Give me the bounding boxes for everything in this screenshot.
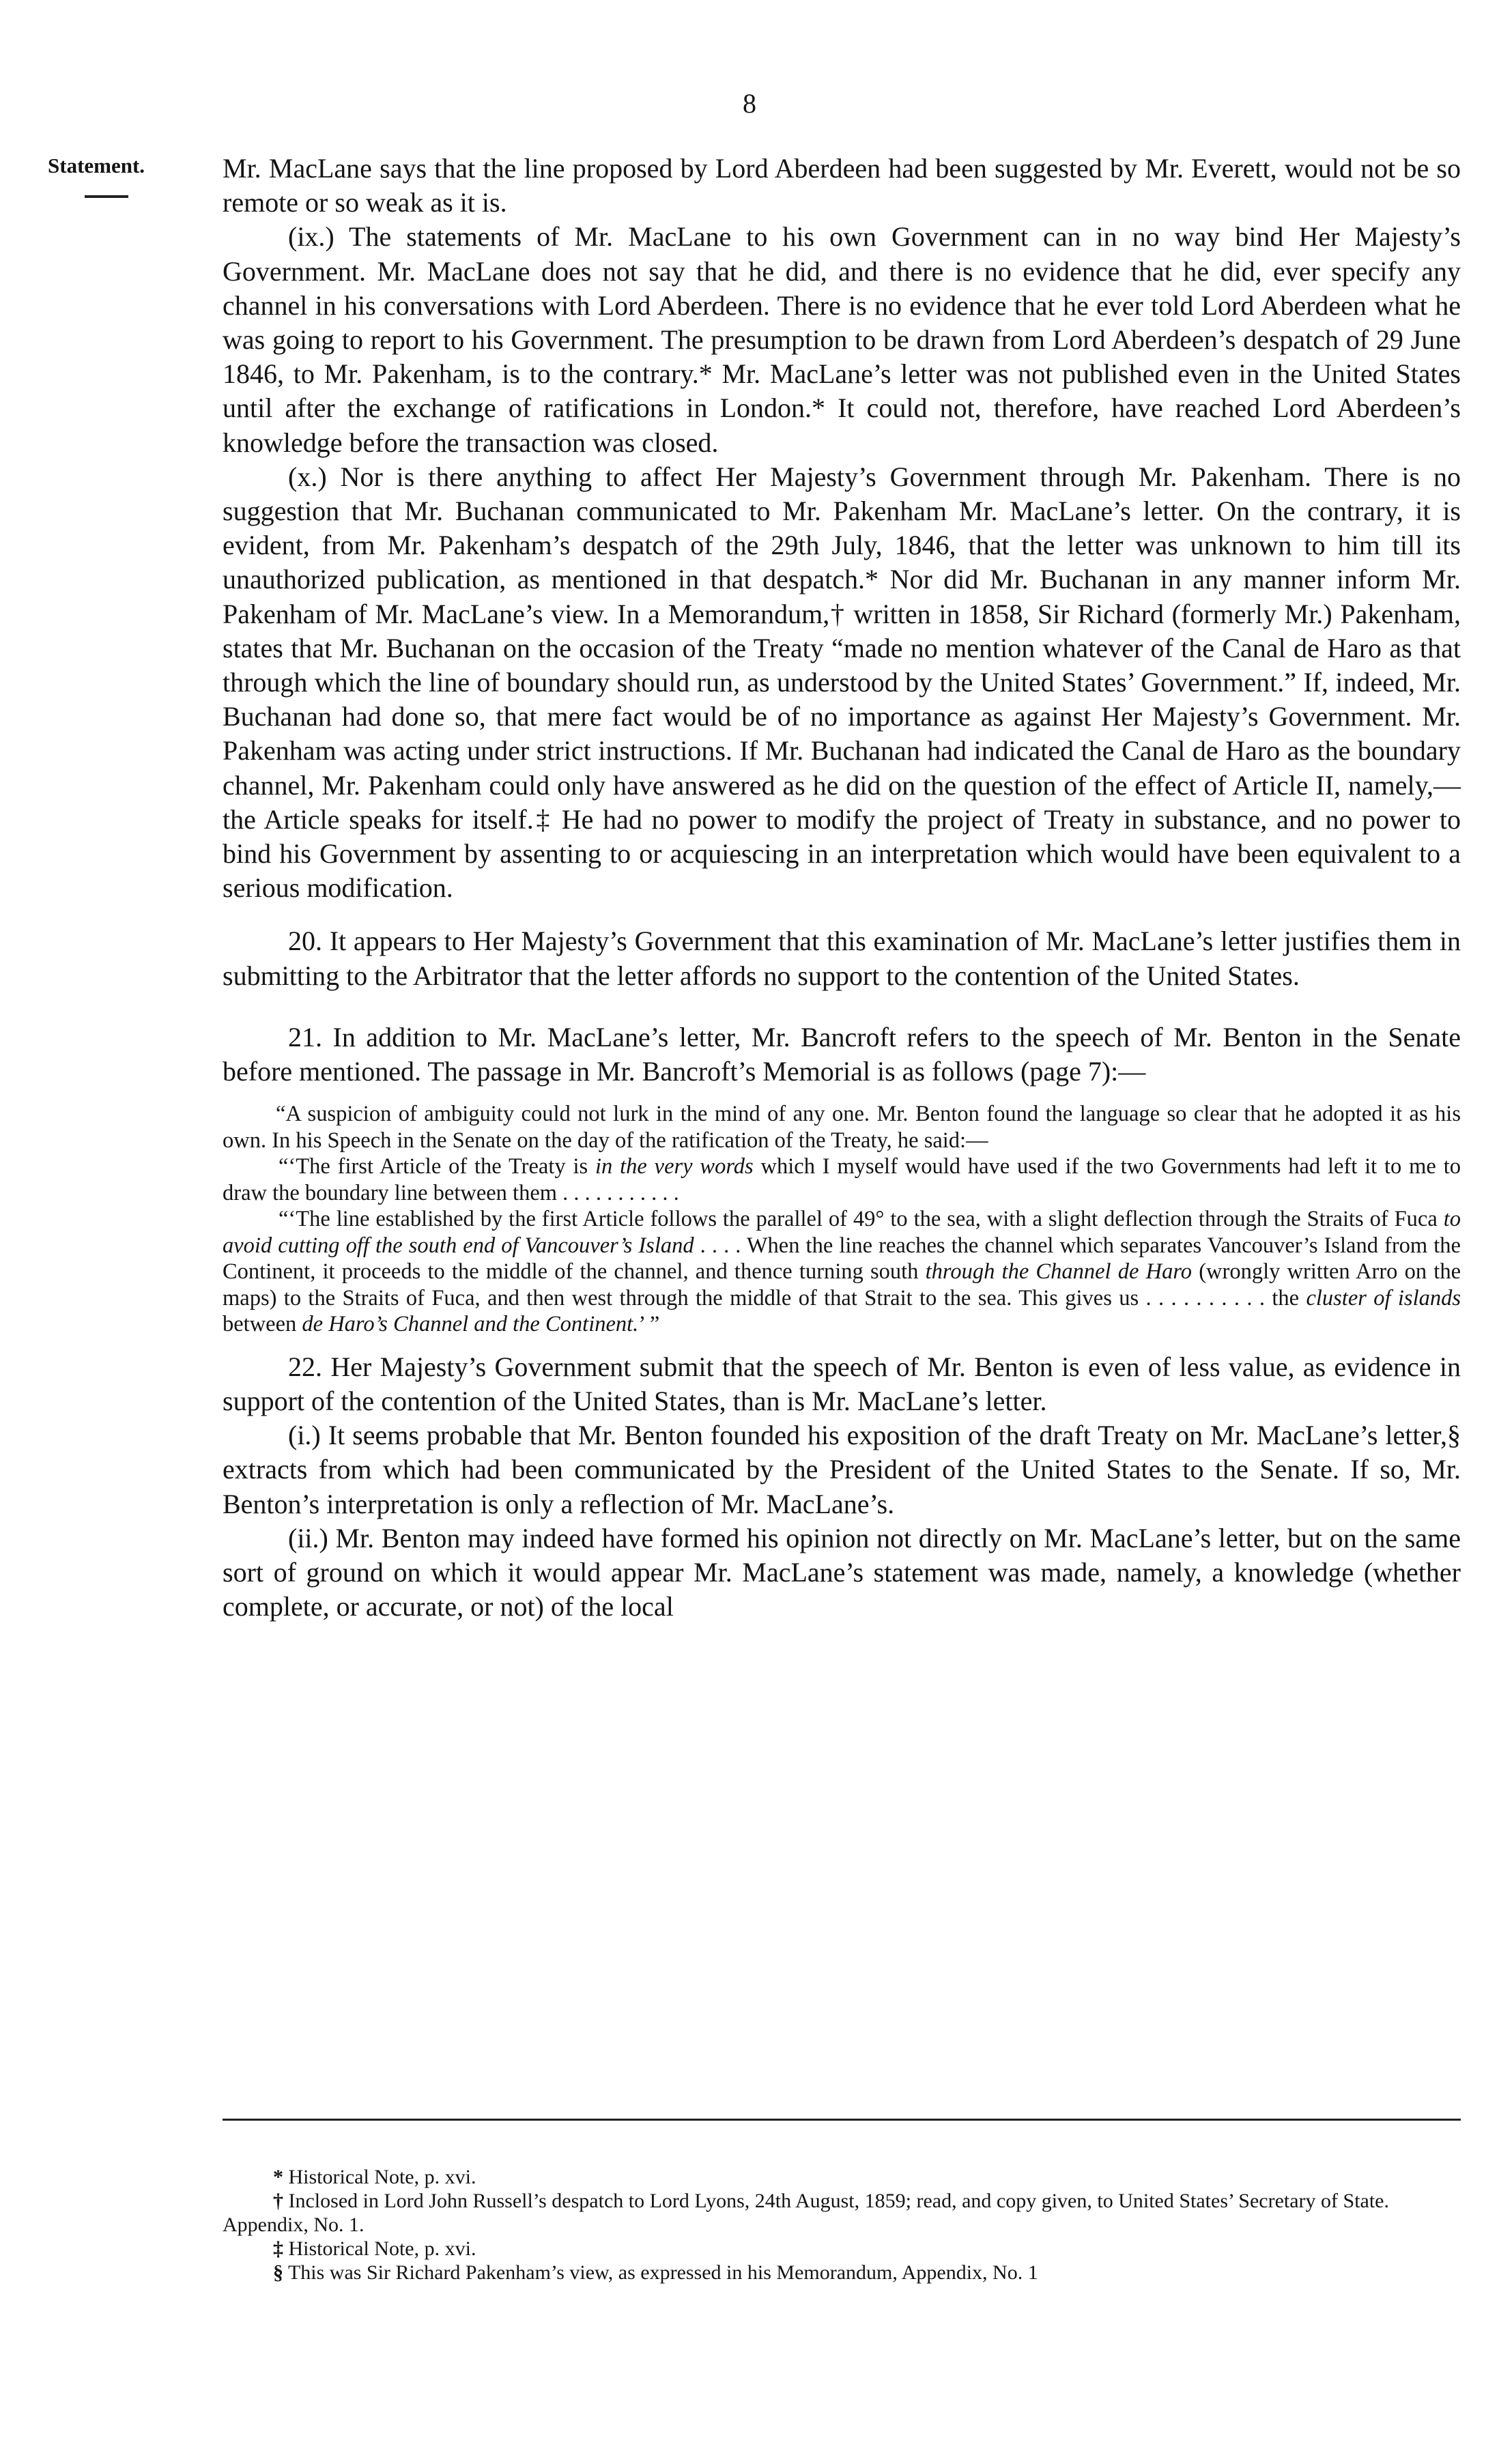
- paragraph-ix: (ix.) The statements of Mr. MacLane to his own Government can in no way bind Her Majesty’s Government. Mr. MacLane does not say that he did, and there is no evidence that he did, ever specify any channel in his conversations with Lord Aberdeen. There is no evidence that he ever told Lord Aberdeen what he was going to report to his Government. The presumption to be drawn from Lord Aberdeen’s despatch of 29 June 1846, to Mr. Pakenham, is to the contrary.* Mr. MacLane’s letter was not published even in the United States until after the exchange of ratifications in London.* It could not, therefore, have reached Lord Aberdeen’s knowledge before the transaction was closed.: [223, 221, 1461, 458]
- footnote: † Inclosed in Lord John Russell’s despatch to Lord Lyons, 24th August, 1859; read, and copy given, to United States’ Secretary of State. Appendix, No. 1.: [223, 2190, 1389, 2236]
- body-text: [223, 152, 1461, 1624]
- margin-note-rule: [85, 195, 128, 198]
- footnote-divider: [223, 2119, 1461, 2121]
- footnote: ‡ Historical Note, p. xvi.: [273, 2237, 476, 2260]
- paragraph-continuation: Mr. MacLane says that the line proposed by Lord Aberdeen had been suggested by Mr. Everett, would not be so remote or so weak as it is.: [223, 153, 1461, 218]
- paragraph-x: (x.) Nor is there anything to affect Her Majesty’s Government through Mr. Pakenham. There is no suggestion that Mr. Buchanan communicated to Mr. Pakenham Mr. MacLane’s letter. On the contrary, it is evident, from Mr. Pakenham’s despatch of the 29th July, 1846, that the letter was unknown to him till its unauthorized publication, as mentioned in that despatch.* Nor did Mr. Buchanan in any manner inform Mr. Pakenham of Mr. MacLane’s view. In a Memorandum,† written in 1858, Sir Richard (formerly Mr.) Pakenham, states that Mr. Buchanan on the occasion of the Treaty “made no mention whatever of the Canal de Haro as that through which the line of boundary should run, as understood by the United States’ Government.” If, indeed, Mr. Buchanan had done so, that mere fact would be of no importance as against Her Majesty’s Government. Mr. Pakenham was acting under strict instructions. If Mr. Buchanan had indicated the Canal de Haro as the boundary channel, Mr. Pakenham could only have answered as he did on the question of the effect of Article II, namely,—the Article speaks for itself.‡ He had no power to modify the project of Treaty in substance, and no power to bind his Government by assenting to or acquiescing in an interpretation which would have been equivalent to a serious modification.: [223, 461, 1461, 904]
- quote-paragraph-1: “A suspicion of ambiguity could not lurk in the mind of any one. Mr. Benton found the language so clear that he adopted it as his own. In his Speech in the Senate on the day of the ratification of the Treaty, he said:—: [223, 1102, 1461, 1153]
- page-number: 8: [743, 88, 756, 119]
- quote-paragraph-3: “‘The line established by the first Article follows the parallel of 49° to the sea, with a slight deflection through the Straits of Fuca to avoid cutting off the south end of Vancouver’s Island . . . . When the line reaches the channel which separates Vancouver’s Island from the Continent, it proceeds to the middle of the channel, and thence turning south through the Channel de Haro (wrongly written Arro on the maps) to the Straits of Fuca, and then west through the middle of that Strait to the sea. This gives us . . . . . . . . . . the cluster of islands between de Haro’s Channel and the Continent.’ ”: [223, 1207, 1461, 1337]
- paragraph-22-i: (i.) It seems probable that Mr. Benton founded his exposition of the draft Treaty on Mr. MacLane’s letter,§ extracts from which had been communicated by the President of the United States to the Senate. If so, Mr. Benton’s interpretation is only a reflection of Mr. MacLane’s.: [223, 1420, 1461, 1519]
- quote-paragraph-2: “‘The first Article of the Treaty is in the very words which I myself would have used if the two Governments had left it to me to draw the boundary line between them . . . . . . . . . . .: [223, 1154, 1461, 1205]
- block-quote: [223, 1101, 1461, 1338]
- footnote: § This was Sir Richard Pakenham’s view, as expressed in his Memorandum, Appendix, No. 1: [273, 2261, 1038, 2284]
- paragraph-20: 20. It appears to Her Majesty’s Government that this examination of Mr. MacLane’s letter justifies them in submitting to the Arbitrator that the letter affords no support to the contention of the United States.: [223, 926, 1461, 991]
- footnote: * Historical Note, p. xvi.: [273, 2166, 476, 2188]
- margin-note-statement: Statement.: [48, 154, 145, 177]
- paragraph-22: 22. Her Majesty’s Government submit that the speech of Mr. Benton is even of less value, as evidence in support of the contention of the United States, than is Mr. MacLane’s letter.: [223, 1351, 1461, 1416]
- footnotes: [223, 2165, 1461, 2284]
- paragraph-22-ii: (ii.) Mr. Benton may indeed have formed his opinion not directly on Mr. MacLane’s letter, but on the same sort of ground on which it would appear Mr. MacLane’s statement was made, namely, a knowledge (whether complete, or accurate, or not) of the local: [223, 1522, 1461, 1622]
- paragraph-21: 21. In addition to Mr. MacLane’s letter, Mr. Bancroft refers to the speech of Mr. Benton in the Senate before mentioned. The passage in Mr. Bancroft’s Memorial is as follows (page 7):—: [223, 1021, 1461, 1087]
